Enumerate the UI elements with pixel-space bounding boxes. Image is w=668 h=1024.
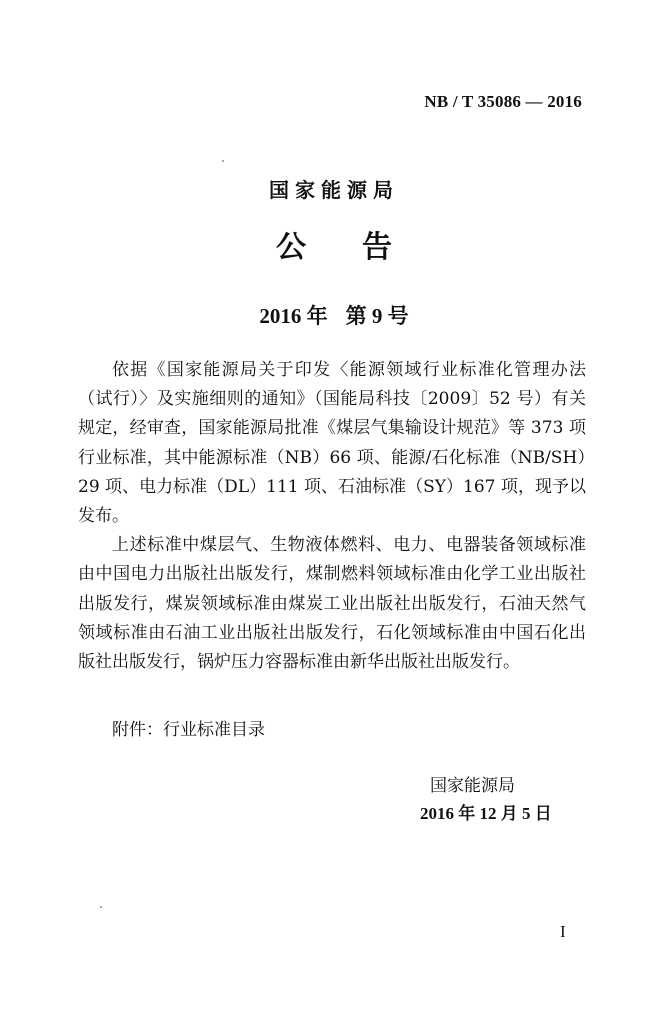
announcement-issue: 第 9 号 bbox=[345, 304, 409, 328]
document-title: 公告 bbox=[276, 230, 448, 265]
issuer-heading: 国家能源局 bbox=[269, 178, 399, 202]
scan-speck bbox=[100, 906, 102, 908]
signature-block bbox=[420, 772, 560, 828]
attachment-line: 附件：行业标准目录 bbox=[112, 720, 265, 740]
standard-code: NB / T 35086 — 2016 bbox=[424, 92, 582, 111]
announcement-body bbox=[78, 356, 586, 677]
signature-date: 2016 年 12 月 5 日 bbox=[420, 804, 552, 823]
scan-speck bbox=[222, 160, 224, 162]
announcement-number bbox=[0, 300, 668, 330]
body-paragraph-1: 依据《国家能源局关于印发〈能源领域行业标准化管理办法（试行）〉及实施细则的通知》（国能局科技〔2009〕52 号）有关规定，经审查，国家能源局批准《煤层气集输设计规范》等 373 项行业标准，其中能源标准（NB）66 项、能源/石化标准（NB/SH）29 项、电力标准（DL）111 项、石油标准（SY）167 项，现予以发布。 bbox=[78, 360, 586, 527]
page-number: I bbox=[560, 922, 566, 941]
announcement-year: 2016 年 bbox=[259, 304, 328, 328]
body-paragraph-2: 上述标准中煤层气、生物液体燃料、电力、电器装备领域标准由中国电力出版社出版发行，煤制燃料领域标准由化学工业出版社出版发行，煤炭领域标准由煤炭工业出版社出版发行，石油天然气领域标准由石油工业出版社出版发行，石化领域标准由中国石化出版社出版发行，锅炉压力容器标准由新华出版社出版发行。 bbox=[78, 535, 586, 673]
signature-organization: 国家能源局 bbox=[430, 776, 515, 796]
